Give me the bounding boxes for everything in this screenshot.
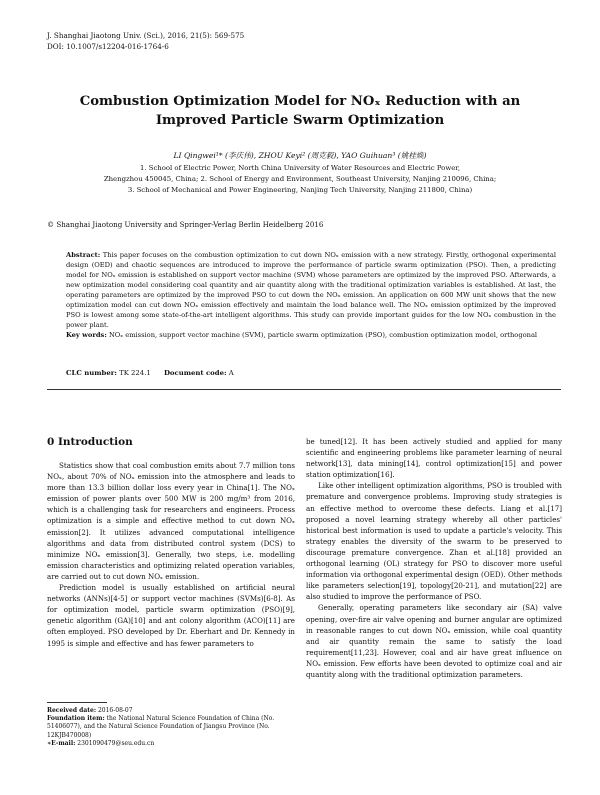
section-heading: 0 Introduction: [47, 436, 133, 448]
received-date: 2016-08-07: [97, 707, 133, 714]
journal-header: [47, 30, 244, 52]
paper-title: [40, 92, 560, 130]
paragraph: Prediction model is usually established on artificial neural networks (ANNs)[4-5] or support vector machines (SVMs)[6-8]. As for optimization model, particle swarm optimization (PSO)[9], genetic algorithm (GA)[10] and ant colony algorithm (ACO)[11] are often employed. PSO developed by Dr. Eberhart and Dr. Kennedy in 1995 is simple and effective and has fewer parameters to: [47, 583, 295, 648]
paragraph: be tuned[12]. It has been actively studied and applied for many scientific and engineering problems like parameter learning of neural network[13], data mining[14], control optimization[15] and power station optimization[16].: [306, 437, 562, 480]
clc-label: CLC number:: [66, 369, 117, 377]
abstract-text: This paper focuses on the combustion optimization to cut down NOₓ emission with a new strategy. Firstly, orthogonal experimental design (OED) and chaotic sequences are introduced to improve the performance of particle swarm optimization (PSO). Then, a predicting model for NOₓ emission is established on support vector machine (SVM) whose parameters are optimized by the improved PSO. Afterwards, a new optimization model considering coal quantity and air quantity along with the traditional optimization variables is established. At last, the operating parameters are optimized by the improved PSO to cut down the NOₓ emission. An application on 600 MW unit shows that the new optimization model can cut down NOₓ emission effectively and maintain the load balance well. The NOₓ emission optimized by the improved PSO is lowest among some state-of-the-art intelligent algorithms. This study can provide important guides for the low NOₓ combustion in the power plant.: [66, 251, 556, 329]
clc-value: TK 224.1: [119, 369, 151, 377]
paragraph: Generally, operating parameters like secondary air (SA) valve opening, over-fire air valve opening and burner angular are optimized in reasonable ranges to cut down NOₓ emission, while coal quantity and air quantity remain the same to satisfy the load requirement[11,23]. However, coal and air have great influence on NOₓ emission. Few efforts have been devoted to optimize coal and air quantity along with the traditional optimization parameters.: [306, 603, 562, 679]
email: 2301090479@seu.edu.cn: [77, 739, 155, 747]
affiliation-line: 1. School of Electric Power, North China University of Water Resources and Electric Power,: [139, 164, 461, 172]
affiliation-line: Zhengzhou 450045, China; 2. School of Energy and Environment, Southeast University, Nanjing 210096, China;: [103, 175, 497, 183]
right-column: [306, 436, 562, 680]
email-label: ∗E-mail:: [47, 739, 76, 747]
classification: [66, 369, 234, 377]
title-line-1: Combustion Optimization Model for NOₓ Reduction with an: [79, 94, 521, 109]
footnote-rule: [47, 702, 107, 703]
title-line-2: Improved Particle Swarm Optimization: [155, 113, 445, 128]
authors: LI Qingwei¹* (李庆伟), ZHOU Keyi² (周克毅), YAO Guihuan³ (姚桂焕): [173, 151, 427, 160]
affiliations: [40, 163, 560, 196]
footnote: [47, 707, 297, 748]
abstract-label: Abstract:: [66, 251, 101, 259]
doc-code-value: A: [228, 369, 234, 377]
affiliation-line: 3. School of Mechanical and Power Engineering, Nanjing Tech University, Nanjing 211800, China): [127, 186, 473, 194]
abstract: [66, 250, 556, 340]
paragraph: Like other intelligent optimization algorithms, PSO is troubled with premature and convergence problems. Improving study strategies is an effective method to overcome these defects. Liang et al.[17] proposed a novel learning strategy whereby all other particles' historical best information is used to update a particle's velocity. This strategy enables the diversity of the swarm to be preserved to discourage premature convergence. Zhan et al.[18] provided an orthogonal learning (OL) strategy for PSO to discover more useful information via orthogonal experimental design (OED). Other methods like parameters selection[19], topology[20-21], and mutation[22] are also studied to improve the performance of PSO.: [306, 481, 562, 602]
divider: [47, 389, 561, 390]
foundation-label: Foundation item:: [47, 715, 105, 723]
left-column: [47, 460, 295, 649]
copyright: © Shanghai Jiaotong University and Springer-Verlag Berlin Heidelberg 2016: [47, 220, 324, 229]
keywords: NOₓ emission, support vector machine (SVM), particle swarm optimization (PSO), combustion optimization model, orthogonal: [108, 331, 538, 339]
journal-citation: J. Shanghai Jiaotong Univ. (Sci.), 2016, 21(5): 569-575: [47, 31, 245, 40]
foundation-text: the National Natural Science Foundation of China (No. 51406077), and the Natural Science Foundation of Jiangsu Province (No. 12KJB470008): [47, 715, 275, 739]
doc-code-label: Document code:: [163, 369, 227, 377]
keywords-label: Key words:: [66, 331, 107, 339]
received-label: Received date:: [47, 707, 97, 714]
paragraph: Statistics show that coal combustion emits about 7.7 million tons NOₓ, about 70% of NOₓ emission into the atmosphere and leads to more than 13.3 billion dollar loss every year in China[1]. The NOₓ emission of power plants over 500 MW is 200 mg/m³ from 2016, which is a challenging task for researchers and engineers. Process optimization is a simple and effective method to cut down NOₓ emission[2]. It utilizes advanced computational intelligence algorithms and data from distributed control system (DCS) to minimize NOₓ emission[3]. Generally, two steps, i.e. modelling emission characteristics and optimizing related operation variables, are carried out to cut down NOₓ emission.: [47, 461, 295, 581]
doi: DOI: 10.1007/s12204-016-1764-6: [47, 42, 169, 51]
